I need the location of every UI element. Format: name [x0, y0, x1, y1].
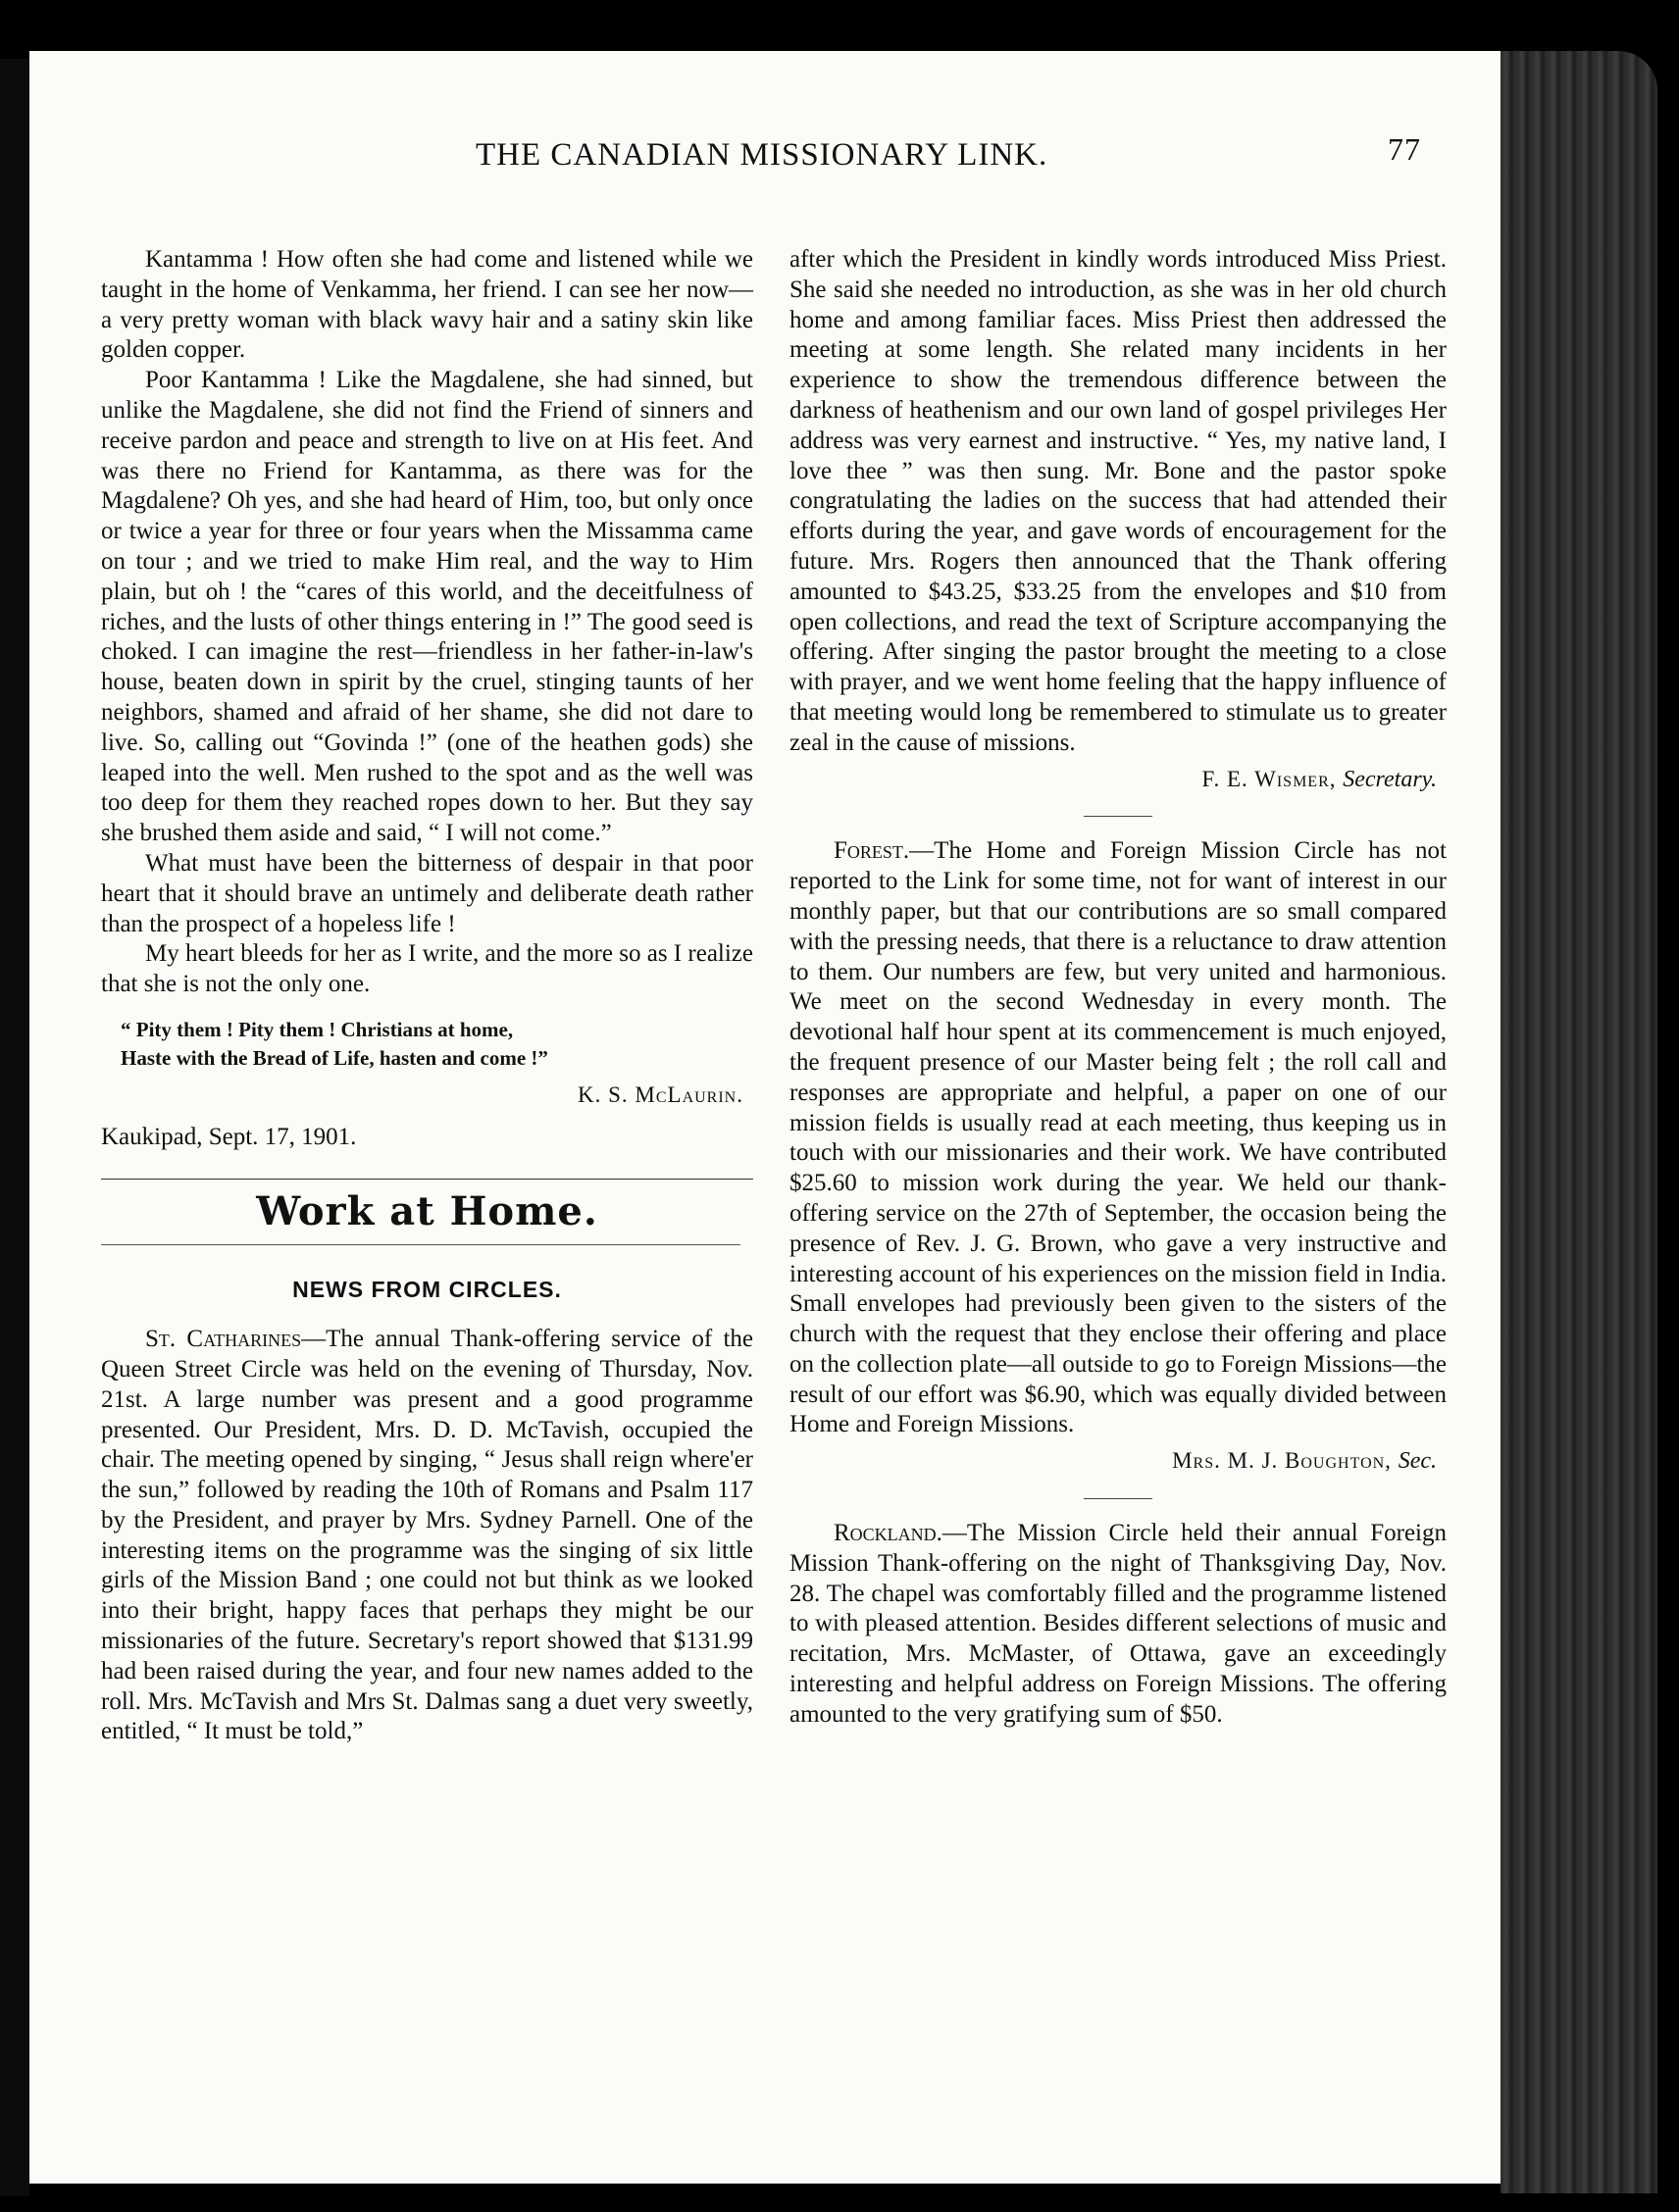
left-column: [101, 245, 753, 1747]
secretary-signature: [789, 1446, 1437, 1477]
report-text: —The Mission Circle held their annual Foreign Mission Thank-offering on the night of Thanksgiving Day, Nov. 28. The chapel was comfortably filled and the programme listened to with pleased attention. Besides different selections of music and recitation, Mrs. McMaster, of Ottawa, gave an exceedingly interesting and helpful address on Foreign Missions. The offering amounted to the very gratifying sum of $50.: [789, 1520, 1447, 1728]
poem-line: Haste with the Bread of Life, hasten and come !”: [121, 1045, 548, 1070]
dateline: Kaukipad, Sept. 17, 1901.: [101, 1123, 357, 1150]
book-gutter-shadow: [0, 59, 29, 2196]
running-head: [294, 131, 1471, 176]
circle-report-forest: [789, 836, 1447, 1440]
subheading: NEWS FROM CIRCLES.: [292, 1277, 562, 1303]
signer-name: F. E. Wismer,: [1201, 766, 1337, 791]
paragraph-continued: after which the President in kindly words introduced Miss Priest. She said she needed no introduction, as she was in her old church home and among familiar faces. Miss Priest then addressed the meeting at some length. She related many incidents in her experience to show the tremendous difference between the darkness of heathenism and our own land of gospel privileges Her address was very earnest and instructive. “ Yes, my native land, I love thee ” was then sung. Mr. Bone and the pastor spoke congratulating the ladies on the success that had attended their efforts during the year, and gave words of encouragement for the future. Mrs. Rogers then announced that the Thank offering amounted to $43.25, $33.25 from the envelopes and $10 from open collections, and read the text of Scripture accompanying the offering. After singing the pastor brought the meeting to a close with prayer, and we went home feeling that the happy influence of that meeting would long be remembered to stimulate us to greater zeal in the cause of missions.: [789, 246, 1447, 756]
heading-rule: [101, 1244, 740, 1245]
circle-report-st-catharines: [101, 1325, 753, 1747]
secretary-signature: [789, 765, 1437, 795]
report-text: —The annual Thank-offering service of the Queen Street Circle was held on the evening of Thursday, Nov. 21st. A large number was present and a good programme presented. Our President, Mrs. D. D. McTavish, occupied the chair. The meeting opened by singing, “ Jesus shall reign where'er the sun,” followed by reading the 10th of Romans and Psalm 117 by the President, and prayer by Mrs. Sydney Parnell. One of the interesting items on the programme was the singing of six little girls of the Mission Band ; one could not but think as we looked into their bright, happy faces that perhaps they might be our missionaries of the future. Secretary's report showed that $131.99 had been raised during the year, and four new names added to the roll. Mrs. McTavish and Mrs St. Dalmas sang a duet very sweetly, entitled, “ It must be told,”: [101, 1326, 754, 1745]
circle-name: Forest.: [834, 837, 910, 865]
signer-title: Sec.: [1398, 1448, 1437, 1475]
signer-title: Secretary.: [1343, 766, 1437, 792]
paragraph: What must have been the bitterness of despair in that poor heart that it should brave an untimely and deliberate death rather than the prospect of a hopeless life !: [101, 849, 753, 937]
divider: [1084, 816, 1152, 817]
paragraph: My heart bleeds for her as I write, and the more so as I realize that she is not the only one.: [101, 940, 753, 998]
poem-line: “ Pity them ! Pity them ! Christians at home,: [121, 1017, 514, 1041]
report-text: —The Home and Foreign Mission Circle has not reported to the Link for some time, not for want of interest in our monthly paper, but that our contributions are so small compared with the pressing needs, that there is a reluctance to draw attention to them. Our numbers are few, but very united and harmonious. We meet on the second Wednesday in every month. The devotional half hour spent at its commencement is much enjoyed, the frequent presence of our Master being felt ; the roll call and responses are appropriate and helpful, a paper on one of our mission fields is usually read at each meeting, thus keeping us in touch with our missionaries and their work. We have contributed $25.60 to mission work during the year. We held our thank-offering service on the 27th of September, the occasion being the presence of Rev. J. G. Brown, who gave a very instructive and interesting account of his experiences on the mission field in India. Small envelopes had previously been given to the sisters of the church with the request that they enclose their offering and place on the collection plate—all outside to go to Foreign Missions—the result of our effort was $6.90, which was equally divided between Home and Foreign Missions.: [789, 837, 1447, 1438]
divider: [1084, 1498, 1152, 1499]
section-heading: Work at Home.: [256, 1187, 598, 1234]
circle-name: Rockland.: [834, 1520, 942, 1547]
page-number: 77: [1388, 131, 1421, 167]
paragraph: Poor Kantamma ! Like the Magdalene, she had sinned, but unlike the Magdalene, she did not find the Friend of sinners and receive pardon and peace and strength to live on at His feet. And was there no Friend for Kantamma, as there was for the Magdalene? Oh yes, and she had heard of Him, too, but only once or twice a year for three or four years when the Missamma came on tour ; and we tried to make Him real, and the way to Him plain, but oh ! the “cares of this world, and the deceitfulness of riches, and the lusts of other things entering in !” The good seed is choked. I can imagine the rest—friendless in her father-in-law's house, beaten down in spirit by the cruel, stinging taunts of her neighbors, shamed and afraid of her shame, she did not dare to live. So, calling out “Govinda !” (one of the heathen gods) she leaped into the well. Men rushed to the spot and as the well was too deep for them they reached ropes down to her. But they say she brushed them aside and said, “ I will not come.”: [101, 367, 753, 847]
circle-report-rockland: [789, 1519, 1447, 1731]
circle-name: St. Catharines: [145, 1326, 302, 1353]
author-signature: K. S. McLaurin.: [578, 1081, 743, 1107]
signer-name: Mrs. M. J. Boughton,: [1172, 1448, 1392, 1474]
section-divider: [101, 1179, 753, 1180]
paragraph: Kantamma ! How often she had come and listened while we taught in the home of Venkamma, her friend. I can see her now—a very pretty woman with black wavy hair and a satiny skin like golden copper.: [101, 246, 753, 364]
right-column: [789, 245, 1447, 1731]
poem-quote: [121, 1016, 753, 1073]
book-page-edges: [1501, 51, 1657, 2193]
journal-title: THE CANADIAN MISSIONARY LINK.: [476, 137, 1048, 173]
